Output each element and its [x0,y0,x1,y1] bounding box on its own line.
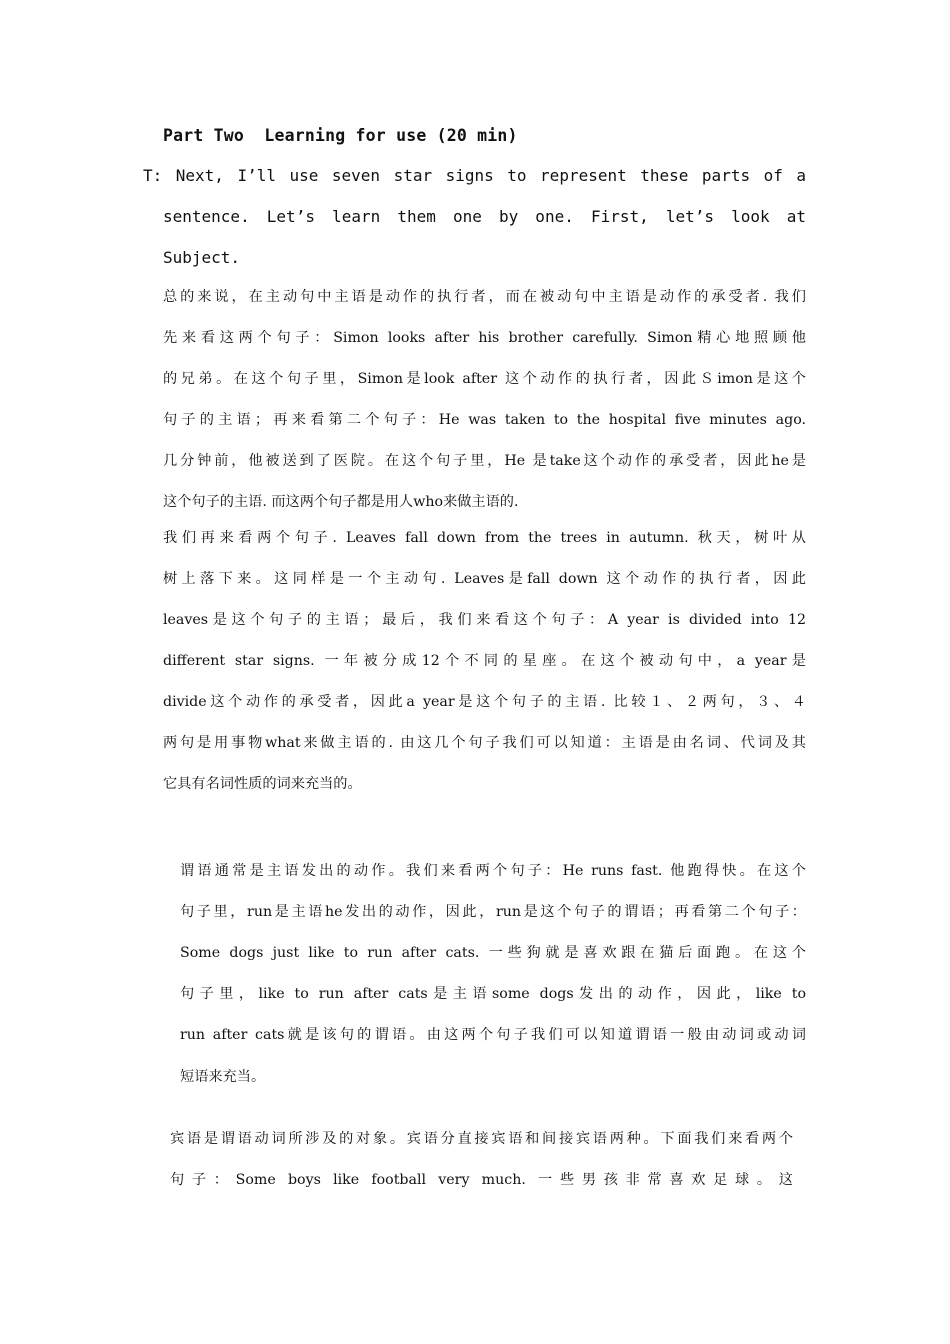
paragraph-line: different star signs. 一年被分成12个不同的星座。在这个被动句中，a year是 [163,653,806,669]
teacher-line: Subject. [163,248,241,267]
paragraph-line: Some dogs just like to run after cats. 一些狗就是喜欢跟在猫后面跑。在这个 [180,945,806,961]
teacher-line: sentence. Let’s learn them one by one. First, let’s look at [163,207,806,226]
paragraph-line: 树上落下来。这同样是一个主动句. Leaves是fall down 这个动作的执行者，因此 [163,571,806,587]
paragraph-line: 句子里，run是主语he发出的动作，因此，run是这个句子的谓语；再看第二个句子： [180,904,806,920]
paragraph-line: 谓语通常是主语发出的动作。我们来看两个句子：He runs fast. 他跑得快。在这个 [180,863,806,879]
paragraph-line: 的兄弟。在这个句子里，Simon是look after 这个动作的执行者，因此Ｓimon是这个 [163,371,806,387]
paragraph-line: 短语来充当。 [180,1069,266,1085]
section-heading: Part Two Learning for use (20 min) [163,126,518,145]
paragraph-line: 它具有名词性质的词来充当的。 [163,776,362,792]
paragraph-line: 这个句子的主语. 而这两个句子都是用人who来做主语的. [163,494,519,510]
paragraph-line: leaves是这个句子的主语；最后，我们来看这个句子：A year is divided into 12 [163,612,806,628]
paragraph-line: 先来看这两个句子：Simon looks after his brother carefully. Simon精心地照顾他 [163,330,806,346]
teacher-line: T: Next, I’ll use seven star signs to represent these parts of a [143,166,806,185]
paragraph-line: 两句是用事物what来做主语的. 由这几个句子我们可以知道：主语是由名词、代词及其 [163,735,806,751]
paragraph-line: 句子里，like to run after cats是主语some dogs发出的动作，因此，like to [180,986,806,1002]
paragraph-line: run after cats就是该句的谓语。由这两个句子我们可以知道谓语一般由动词或动词 [180,1027,806,1043]
paragraph-line: 句子：Some boys like football very much. 一些男孩非常喜欢足球。这 [170,1172,793,1188]
paragraph-line: 我们再来看两个句子. Leaves fall down from the trees in autumn. 秋天，树叶从 [163,530,806,546]
paragraph-line: divide这个动作的承受者，因此a year是这个句子的主语. 比较１、２两句，３、４ [163,694,806,710]
paragraph-line: 总的来说，在主动句中主语是动作的执行者，而在被动句中主语是动作的承受者. 我们 [163,289,806,305]
paragraph-line: 宾语是谓语动词所涉及的对象。宾语分直接宾语和间接宾语两种。下面我们来看两个 [170,1131,793,1147]
paragraph-line: 几分钟前，他被送到了医院。在这个句子里，He 是take这个动作的承受者，因此he是 [163,453,806,469]
paragraph-line: 句子的主语；再来看第二个句子：He was taken to the hospital five minutes ago. [163,412,806,428]
